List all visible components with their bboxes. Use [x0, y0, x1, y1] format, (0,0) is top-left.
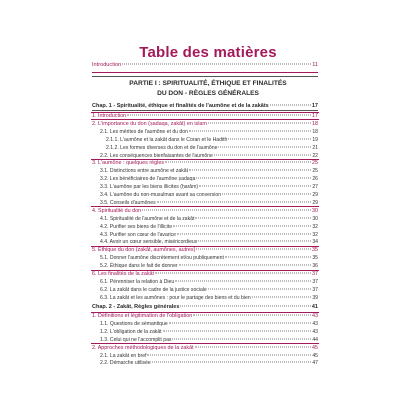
- dot-leader: [172, 338, 311, 339]
- entry-label: Chap. 1 - Spiritualité, éthique et finalités de l'aumône et de la zakâts: [92, 103, 269, 109]
- section-entry[interactable]: [92, 160, 318, 166]
- chapter-entry[interactable]: [92, 103, 318, 109]
- subsection-entry[interactable]: [100, 232, 318, 238]
- dot-leader: [169, 322, 312, 323]
- dot-leader: [163, 330, 312, 331]
- section-entry[interactable]: [92, 313, 318, 319]
- entry-label: 2.1.2. Les formes diverses du don et de l'aumône: [106, 144, 218, 151]
- entry-page: 32: [312, 231, 318, 238]
- entry-page: 30: [312, 207, 318, 214]
- dot-leader: [165, 162, 311, 163]
- dot-leader: [157, 201, 312, 202]
- entry-page: 47: [312, 360, 318, 367]
- subsection-entry[interactable]: [106, 137, 318, 143]
- entry-label: 6.2. La zakât dans le cadre de la justice sociale: [100, 286, 207, 293]
- entry-page: 25: [312, 160, 318, 167]
- entry-label: Chap. 2 - Zakât, Règles générales: [92, 304, 180, 310]
- entry-label: 4.2. Purifier ses biens de l'illicite: [100, 223, 173, 230]
- section-entry[interactable]: [92, 121, 318, 127]
- entry-page: 44: [312, 336, 318, 343]
- entry-label: 6.3. La zakât et les aumônes : pour le partage des biens et du bien: [100, 294, 251, 301]
- entry-page: 45: [312, 352, 318, 359]
- entry-label: Introduction: [92, 62, 122, 68]
- entry-page: 19: [312, 136, 318, 143]
- entry-label: 4.3. Purifier son cœur de l'avarice: [100, 231, 176, 238]
- entry-page: 29: [312, 199, 318, 206]
- entry-page: 25: [312, 168, 318, 175]
- subsection-entry[interactable]: [100, 287, 318, 293]
- subsection-entry[interactable]: [100, 176, 318, 182]
- dot-leader: [189, 130, 311, 131]
- dot-leader: [198, 241, 311, 242]
- section-entry[interactable]: [92, 345, 318, 351]
- entry-label: 1. Définitions et légitimation de l'obligation: [92, 313, 193, 319]
- entry-page: 35: [312, 255, 318, 262]
- entry-label: 4.1. Spiritualité de l'aumône et de la zakât: [100, 215, 195, 222]
- dot-leader: [252, 296, 312, 297]
- subsection-entry[interactable]: [100, 168, 318, 174]
- toc-entry-introduction[interactable]: [92, 62, 318, 68]
- dot-leader: [127, 115, 311, 116]
- subsection-entry[interactable]: [100, 224, 318, 230]
- subsection-entry[interactable]: [100, 239, 318, 245]
- entry-label: 1.3. Celui qui ne l'accomplit pas: [100, 336, 172, 343]
- entry-page: 18: [312, 120, 318, 127]
- dot-leader: [142, 209, 311, 210]
- entry-page: 37: [312, 271, 318, 277]
- dot-leader: [208, 122, 311, 123]
- entry-label: 2.1. Les mérites de l'aumône et du don: [100, 128, 188, 135]
- entry-page: 18: [312, 128, 318, 135]
- subsection-entry[interactable]: [100, 329, 318, 335]
- subsection-entry[interactable]: [100, 153, 318, 159]
- entry-label: 3.5. Conseils d'aumônes: [100, 199, 156, 206]
- entry-label: 2.1.1. L'aumône et la zakât dans le Coran et le Hadith: [106, 136, 228, 143]
- entry-page: 35: [312, 247, 318, 254]
- dot-leader: [155, 273, 311, 274]
- dot-leader: [225, 257, 311, 258]
- subsection-entry[interactable]: [100, 216, 318, 222]
- dot-leader: [222, 194, 311, 195]
- entry-label: 5.1. Donner l'aumône discrètement et/ou publiquement: [100, 255, 224, 262]
- subsection-entry[interactable]: [100, 360, 318, 366]
- entry-page: 36: [312, 263, 318, 270]
- entry-label: 3. L'aumône : quelques règles: [92, 160, 165, 167]
- entry-label: 2.2. Démarche utilisée: [100, 360, 151, 367]
- entry-label: 5. Éthique du don (zakât, aumônes, autres): [92, 247, 196, 254]
- entry-page: 17: [311, 103, 318, 109]
- entry-page: 30: [312, 215, 318, 222]
- entry-page: 17: [312, 113, 318, 119]
- entry-page: 43: [312, 328, 318, 335]
- entry-label: 1. Introduction: [92, 113, 127, 119]
- entry-page: 22: [312, 152, 318, 159]
- dot-leader: [173, 225, 311, 226]
- entry-label: 3.1. Distinctions entre aumône et zakât: [100, 168, 189, 175]
- dot-leader: [175, 280, 311, 281]
- subsection-entry[interactable]: [100, 337, 318, 343]
- dot-leader: [214, 154, 311, 155]
- dot-leader: [122, 64, 311, 65]
- dot-leader: [147, 354, 311, 355]
- entry-page: 26: [312, 176, 318, 183]
- entry-page: 43: [312, 320, 318, 327]
- subsection-entry[interactable]: [100, 184, 318, 190]
- subsection-entry[interactable]: [100, 200, 318, 206]
- entry-page: 45: [312, 344, 318, 351]
- entry-page: 29: [312, 192, 318, 198]
- subsection-entry[interactable]: [100, 353, 318, 359]
- dot-leader: [195, 346, 311, 347]
- dot-leader: [218, 146, 311, 147]
- dot-leader: [180, 306, 310, 307]
- entry-page: 11: [312, 62, 318, 68]
- dot-leader: [196, 249, 311, 250]
- subsection-entry[interactable]: [100, 255, 318, 261]
- dot-leader: [179, 265, 312, 266]
- dot-leader: [152, 362, 312, 363]
- dot-leader: [193, 315, 311, 316]
- dot-leader: [195, 217, 311, 218]
- entry-label: 3.3. L'aumône par les biens illicites (ḥarâm): [100, 184, 199, 191]
- chapter-entry[interactable]: [92, 304, 318, 310]
- dot-leader: [189, 170, 311, 171]
- entry-page: 41: [311, 304, 318, 310]
- dot-leader: [228, 138, 311, 139]
- subsection-entry[interactable]: [100, 192, 318, 198]
- entry-label: 2. Approches méthodologiques de la zakât: [92, 344, 194, 351]
- section-entry[interactable]: [92, 208, 318, 214]
- entry-label: 2.2. Les conséquences bienfaisantes de l'aumône: [100, 152, 213, 159]
- subsection-entry[interactable]: [100, 295, 318, 301]
- section-entry[interactable]: [92, 113, 318, 119]
- dot-leader: [177, 233, 311, 234]
- entry-page: 27: [312, 184, 318, 191]
- entry-label: 6.1. Pérenniser la relation à Dieu: [100, 278, 175, 285]
- dot-leader: [196, 178, 311, 179]
- entry-label: 4. Spiritualité du don: [92, 207, 142, 214]
- entry-page: 21: [312, 144, 318, 151]
- entry-label: 2.1. La zakât en bref: [100, 352, 147, 359]
- subsection-entry[interactable]: [106, 145, 318, 151]
- dot-leader: [208, 288, 312, 289]
- entry-label: 1.1. Questions de sémantique: [100, 320, 168, 327]
- dot-leader: [270, 105, 311, 106]
- entry-page: 39: [312, 294, 318, 301]
- entry-page: 37: [312, 278, 318, 285]
- entry-label: 6. Les finalités de la zakât: [92, 271, 155, 277]
- entry-label: 4.4. Avoir un cœur sensible, miséricordieux: [100, 239, 198, 246]
- entry-label: 3.2. Les bénéficiaires de l'aumône ṣadaqa: [100, 176, 196, 183]
- part-heading-line1: PARTIE I : SPIRITUALITÉ, ÉTHIQUE ET FINALITÉS: [129, 80, 287, 87]
- subsection-entry[interactable]: [100, 263, 318, 269]
- entry-page: 34: [312, 239, 318, 246]
- section-entry[interactable]: [92, 271, 318, 277]
- subsection-entry[interactable]: [100, 279, 318, 285]
- entry-page: 43: [312, 313, 318, 319]
- part-heading-line2: DU DON - RÈGLES GÉNÉRALES: [157, 90, 259, 97]
- entry-label: 3.4. L'aumône du non-musulman avant sa conversion: [100, 192, 222, 198]
- page-title: Table des matières: [139, 44, 277, 61]
- part-rule-top: [92, 76, 318, 77]
- entry-label: 1.2. L'obligation de la zakât: [100, 328, 162, 335]
- entry-label: 5.2. Éthique dans le fait de donner: [100, 263, 178, 270]
- entry-label: 2. L'importance du don (ṣadaqa, zakât) en islam: [92, 120, 207, 127]
- dot-leader: [199, 186, 311, 187]
- section-entry[interactable]: [92, 247, 318, 253]
- entry-page: 32: [312, 223, 318, 230]
- entry-page: 37: [312, 286, 318, 293]
- subsection-entry[interactable]: [100, 321, 318, 327]
- subsection-entry[interactable]: [100, 129, 318, 135]
